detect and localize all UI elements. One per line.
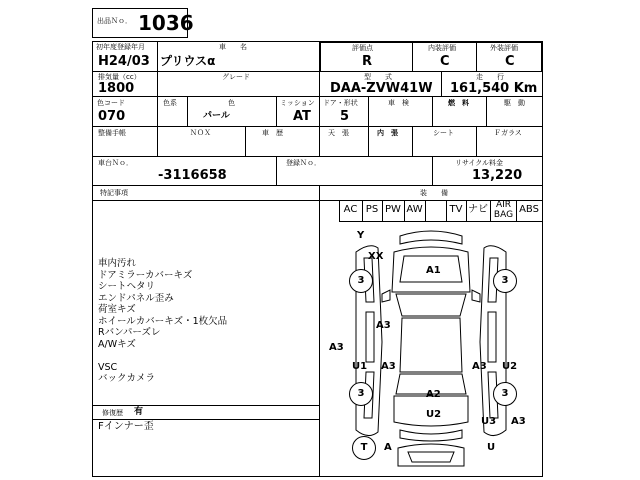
first-registration-label: 初年度登録年月 [96, 43, 145, 51]
exterior-rating-value: C [505, 54, 515, 69]
transmission-value: AT [293, 109, 311, 124]
remark-line: シートヘタリ [98, 281, 156, 292]
chassis-number-label: 車台Ｎｏ． [98, 159, 133, 167]
vehicle-history-label: 車 歴 [262, 129, 283, 137]
tire-rear-right: 3 [493, 382, 517, 406]
interior-trim-label: 内 張 [377, 129, 398, 137]
equipment-navi: ナビ [468, 204, 488, 215]
front-glass-label: Ｆガラス [494, 129, 522, 137]
mileage-value: 161,540 Km [450, 81, 538, 96]
displacement-label: 排気量（cc） [98, 73, 141, 81]
remark-line: A/Wキズ [98, 338, 136, 350]
car-name-label: 車 名 [219, 43, 247, 51]
mileage-label: 走 行 [476, 73, 504, 81]
damage-mark: U2 [426, 409, 442, 420]
equipment-aw: AW [406, 204, 423, 215]
color-type-label: 色系 [163, 99, 177, 107]
maintenance-record-label: 整備手帳 [98, 129, 126, 137]
damage-mark: A3 [511, 416, 526, 427]
damage-mark: A3 [381, 361, 396, 372]
damage-mark: A3 [329, 342, 344, 353]
doors-value: 5 [340, 109, 350, 124]
exterior-rating-label: 外装評価 [490, 44, 518, 52]
remarks-label: 特記事項 [100, 189, 128, 197]
equipment-ps: PS [365, 204, 379, 215]
equipment-tv: TV [449, 204, 463, 215]
damage-mark: A1 [426, 265, 441, 276]
damage-mark: A3 [376, 320, 391, 331]
remark-line: ホイールカバーキズ・1枚欠品 [98, 315, 228, 327]
ceiling-label: 天 張 [328, 129, 349, 137]
transmission-label: ミッション [280, 99, 315, 107]
equipment-label: 装 備 [420, 189, 448, 197]
remark-line: 荷室キズ [98, 304, 136, 315]
damage-mark: U1 [352, 361, 368, 372]
model-code-label: 型 式 [364, 73, 392, 81]
color-label: 色 [228, 99, 235, 107]
damage-mark: U [487, 442, 496, 453]
model-code-value: DAA-ZVW41W [330, 81, 433, 96]
recycle-fee-value: 13,220 [472, 168, 523, 183]
score-value: R [362, 54, 373, 69]
score-label: 評価点 [352, 44, 373, 52]
inspection-label: 車 検 [388, 99, 409, 107]
tire-front-right: 3 [493, 269, 517, 293]
damage-mark: A [384, 442, 392, 453]
remark-line: VSC [98, 361, 118, 373]
nox-label: ＮＯＸ [190, 129, 211, 137]
equipment-airbag: AIR BAG [493, 200, 514, 220]
interior-rating-label: 内装評価 [428, 44, 456, 52]
tire-rear-left: 3 [349, 382, 373, 406]
grade-label: グレード [222, 73, 250, 81]
remark-line: バックカメラ [98, 373, 156, 384]
registration-number-label: 登録Ｎｏ． [286, 159, 321, 167]
fuel-label: 燃 料 [448, 99, 469, 107]
damage-mark: U2 [502, 361, 518, 372]
remark-line: 車内汚れ [98, 258, 137, 269]
damage-mark: U3 [481, 416, 497, 427]
color-code-label: 色コード [97, 99, 125, 107]
equipment-pw: PW [385, 204, 401, 215]
interior-rating-value: C [440, 54, 450, 69]
car-diagram [320, 222, 542, 476]
repair-history-label: 修復歴 [102, 409, 123, 417]
remark-line: エンドパネル歪み [98, 292, 174, 304]
damage-mark: A2 [426, 389, 441, 400]
first-registration-value: H24/03 [98, 54, 150, 69]
repair-history-value: 有 [134, 407, 144, 417]
chassis-number-value: -3116658 [158, 168, 227, 183]
tire-front-left: 3 [349, 269, 373, 293]
repair-detail: Fインナー歪 [98, 421, 154, 432]
equipment-abs: ABS [519, 204, 539, 215]
remark-line: ドアミラーカバーキズ [98, 269, 193, 281]
doors-label: ドア・形状 [323, 99, 358, 107]
color-value: パール [203, 111, 230, 121]
tire-spare: T [352, 436, 376, 460]
remark-line: Rバンパーズレ [98, 327, 161, 338]
remarks-list [98, 258, 227, 385]
car-name-value: プリウスα [160, 54, 216, 68]
equipment-ac: AC [343, 204, 358, 215]
damage-mark: XX [368, 251, 384, 262]
remark-line [98, 350, 227, 362]
lot-number-label: 出品Ｎｏ． [97, 17, 132, 25]
recycle-fee-label: リサイクル料金 [455, 159, 504, 167]
seat-label: シート [433, 129, 454, 137]
color-code-value: 070 [98, 109, 126, 124]
drive-label: 駆 動 [504, 99, 525, 107]
damage-mark: A3 [472, 361, 487, 372]
displacement-value: 1800 [98, 81, 135, 96]
damage-mark: Y [357, 230, 365, 241]
lot-number: 1036 [138, 11, 194, 35]
